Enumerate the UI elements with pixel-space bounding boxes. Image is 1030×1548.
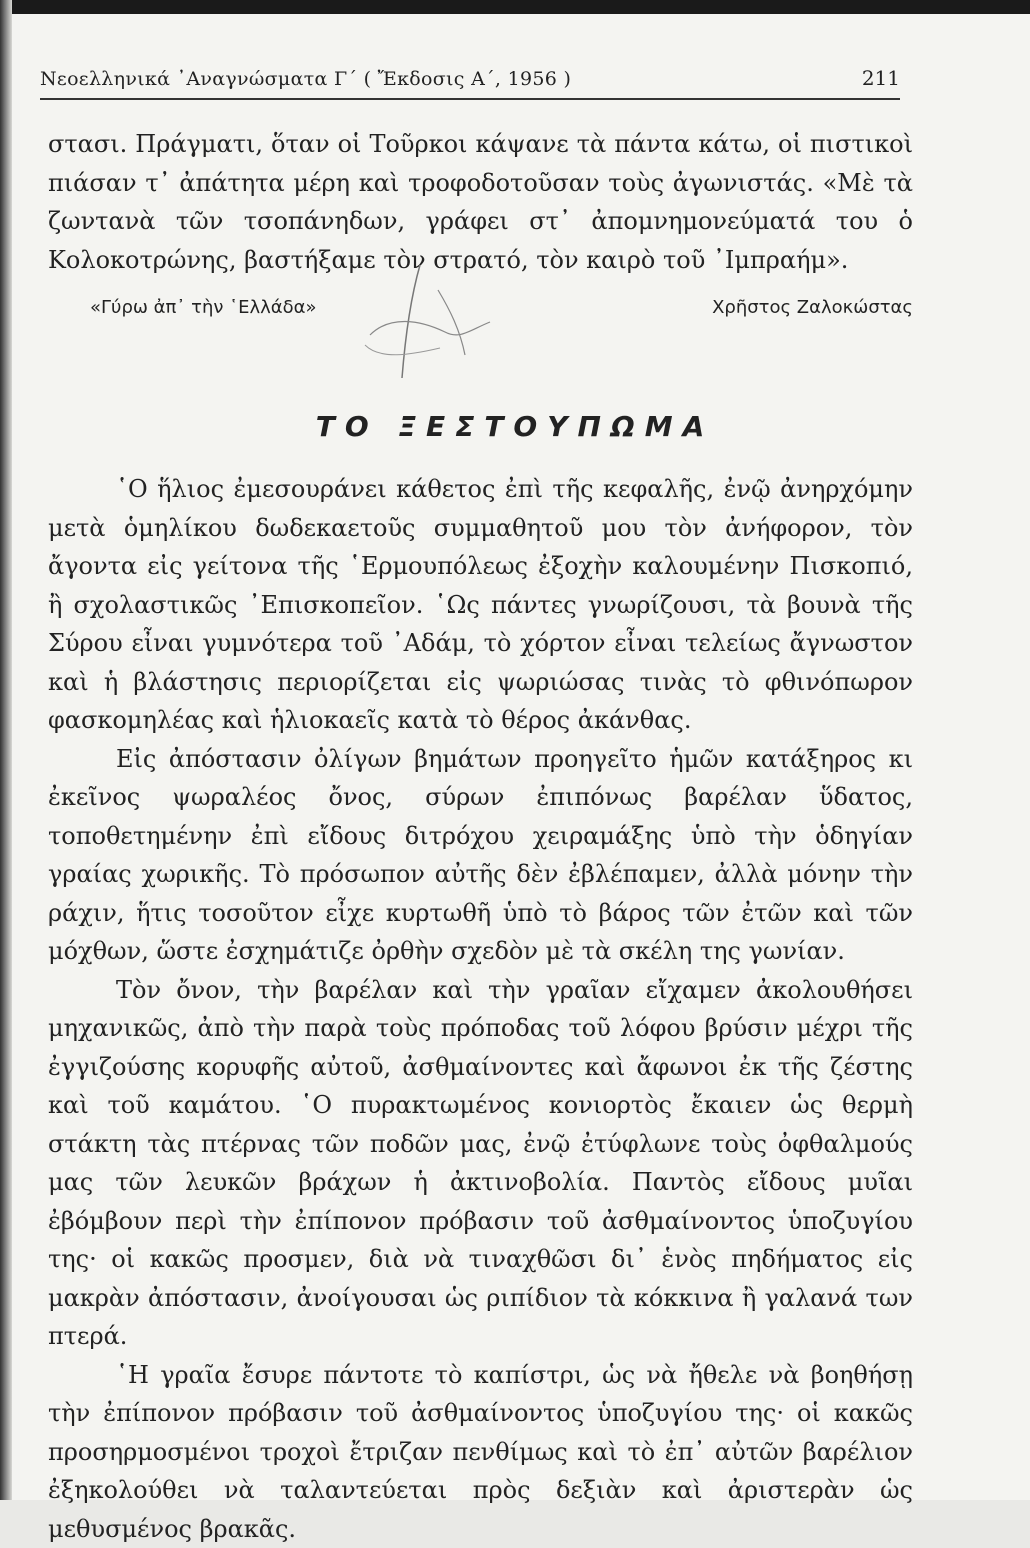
- article-paragraph: ῾Ο ἥλιος ἐμεσουράνει κάθετος ἐπὶ τῆς κεφαλῆς, ἐνῷ ἀνηρχόμην μετὰ ὁμηλίκου δωδεκαετοῦς συμμαθητοῦ μου τὸν ἀνήφορον, τὸν ἄγοντα εἰς γείτονα τῆς ῾Ερμουπόλεως ἐξοχὴν καλουμένην Πισκοπιό, ἢ σχολαστικῶς ᾿Επισκοπεῖον. ῾Ως πάντες γνωρίζουσι, τὰ βουνὰ τῆς Σύρου εἶναι γυμνότερα τοῦ ᾿Αδάμ, τὸ χόρτον εἶναι τελείως ἄγνωστον καὶ ἡ βλάστησις περιορίζεται εἰς ψωριώσας τινὰς τὸ φθινόπωρον φασκομηλέας καὶ ἡλιοκαεῖς κατὰ τὸ θέρος ἀκάνθας.: [48, 470, 913, 740]
- article-paragraph: Τὸν ὄνον, τὴν βαρέλαν καὶ τὴν γραῖαν εἴχαμεν ἀκολουθήσει μηχανικῶς, ἀπὸ τὴν παρὰ τοὺς πρόποδας τοῦ λόφου βρύσιν μέχρι τῆς ἐγγιζούσης κορυφῆς αὐτοῦ, ἀσθμαίνοντες καὶ ἄφωνοι ἐκ τῆς ζέστης καὶ τοῦ καμάτου. ῾Ο πυρακτωμένος κονιορτὸς ἔκαιεν ὡς θερμὴ στάκτη τὰς πτέρνας τῶν ποδῶν μας, ἐνῷ ἐτύφλωνε τοὺς ὀφθαλμούς μας τῶν λευκῶν βράχων ἡ ἀκτινοβολία. Παντὸς εἴδους μυῖαι ἐβόμβουν περὶ τὴν ἐπίπονον πρόβασιν τοῦ ἀσθμαίνοντος ὑποζυγίου της· οἱ κακῶς προσμεν, διὰ νὰ τιναχθῶσι δι᾿ ἑνὸς πηδήματος εἰς μακρὰν ἀπόστασιν, ἀνοίγουσαι ὡς ριπίδιον τὰ κόκκινα ἢ γαλανά των πτερά.: [48, 971, 913, 1356]
- article-paragraph: Εἰς ἀπόστασιν ὀλίγων βημάτων προηγεῖτο ἡμῶν κατάξηρος κι ἐκεῖνος ψωραλέος ὄνος, σύρων ἐπιπόνως βαρέλαν ὕδατος, τοποθετημένην ἐπὶ εἴδους διτρόχου χειραμάξης ὑπὸ τὴν ὁδηγίαν γραίας χωρικῆς. Τὸ πρόσωπον αὐτῆς δὲν ἐβλέπαμεν, ἀλλὰ μόνην τὴν ράχιν, ἥτις τοσοῦτον εἶχε κυρτωθῆ ὑπὸ τὸ βάρος τῶν ἐτῶν καὶ τῶν μόχθων, ὥστε ἐσχημάτιζε ὀρθὴν σχεδὸν μὲ τὰ σκέλη της γωνίαν.: [48, 740, 913, 971]
- scan-top-edge: [0, 0, 1030, 14]
- previous-excerpt-text: στασι. Πράγματι, ὅταν οἱ Τοῦρκοι κάψανε τὰ πάντα κάτω, οἱ πιστικοὶ πιάσαν τ᾿ ἀπάτητα μέρη καὶ τροφοδοτοῦσαν τοὺς ἀγωνιστάς. «Μὲ τὰ ζωντανὰ τῶν τσοπάνηδων, γράφει στ᾿ ἀπομνημονεύματά του ὁ Κολοκοτρώνης, βαστήξαμε τὸν στρατό, τὸν καιρὸ τοῦ ᾿Ιμπραήμ».: [48, 125, 913, 279]
- handwritten-mark: [350, 260, 510, 380]
- excerpt-source: «Γύρω ἀπ᾿ τὴν ῾Ελλάδα»: [90, 297, 317, 318]
- page-number: 211: [862, 66, 900, 90]
- article-body: [48, 470, 913, 1548]
- running-title: Νεοελληνικά ᾿Αναγνώσματα Γ΄ ( Ἔκδοσις Α΄, 1956 ): [40, 68, 571, 90]
- article-title: ΤΟ ΞΕΣΤΟΥΠΩΜΑ: [0, 410, 1030, 443]
- page-header: [40, 58, 900, 100]
- excerpt-author: Χρῆστος Ζαλοκώστας: [712, 297, 913, 318]
- scan-left-edge: [0, 0, 12, 1500]
- article-paragraph: ῾Η γραῖα ἔσυρε πάντοτε τὸ καπίστρι, ὡς νὰ ἤθελε νὰ βοηθήσῃ τὴν ἐπίπονον πρόβασιν τοῦ ἀσθμαίνοντος ὑποζυγίου της· οἱ κακῶς προσηρμοσμένοι τροχοὶ ἔτριζαν πενθίμως καὶ τὸ ἐπ᾿ αὐτῶν βαρέλιον ἐξηκολούθει νὰ ταλαντεύεται πρὸς δεξιὰν καὶ ἀριστερὰν ὡς μεθυσμένος βρακᾶς.: [48, 1356, 913, 1548]
